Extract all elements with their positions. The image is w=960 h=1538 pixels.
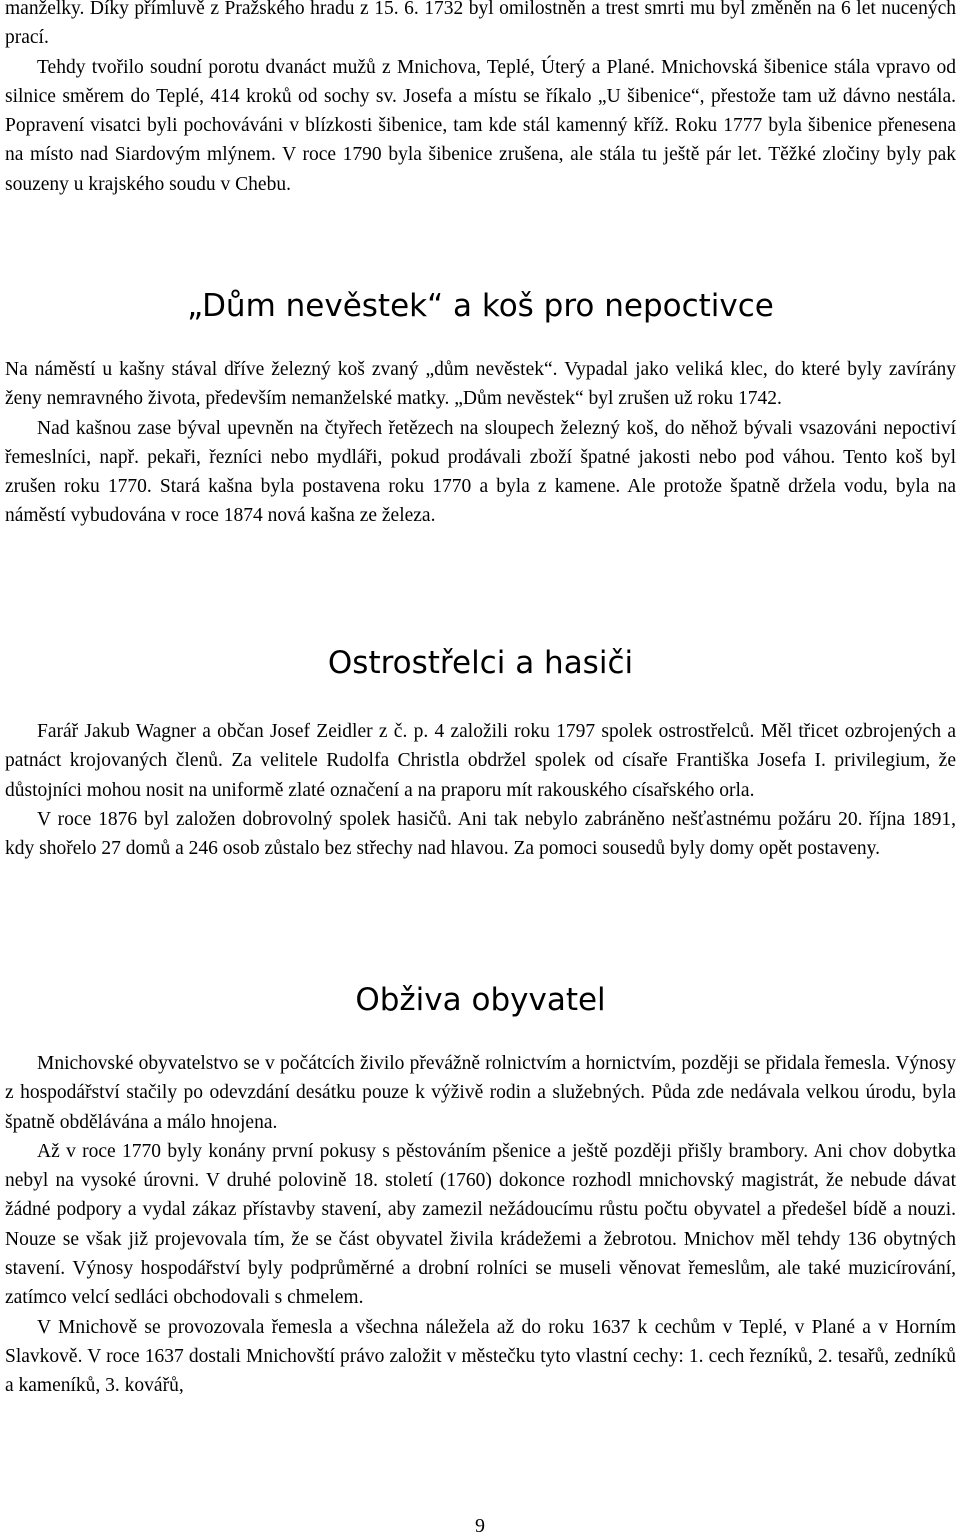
section-body — [5, 1049, 956, 1401]
intro-text — [5, 0, 956, 199]
section-body — [5, 355, 956, 531]
section-body — [5, 717, 956, 863]
paragraph: V roce 1876 byl založen dobrovolný spolek hasičů. Ani tak nebylo zabráněno nešťastnému požáru 20. října 1891, kdy shořelo 27 domů a 246 osob zůstalo bez střechy nad hlavou. Za pomoci sousedů byly domy opět postaveny. — [5, 808, 956, 860]
paragraph: Tehdy tvořilo soudní porotu dvanáct mužů z Mnichova, Teplé, Úterý a Plané. Mnichovská šibenice stála vpravo od silnice směrem do Teplé, 414 kroků od sochy sv. Josefa a místu se říkalo „U šibenice“, přestože tam už dávno nestála. Popravení visatci byli pochováváni v blízkosti šibenice, tam kde stál kamenný kříž. Roku 1777 byla šibenice přenesena na místo nad Siardovým mlýnem. V roce 1790 byla šibenice zrušena, ale stála tu ještě pár let. Těžké zločiny byly pak souzeny u krajského soudu v Chebu. — [5, 56, 956, 195]
paragraph: Farář Jakub Wagner a občan Josef Zeidler z č. p. 4 založili roku 1797 spolek ostrostřelců. Měl třicet ozbrojených a patnáct krojovaných členů. Za velitele Rudolfa Christla obdržel spolek od císaře Františka Josefa I. privilegium, že důstojníci mohou nosit na uniformě zlaté označení a na praporu mít rakouského císařského orla. — [5, 721, 956, 801]
paragraph: Na náměstí u kašny stával dříve železný koš zvaný „dům nevěstek“. Vypadal jako veliká klec, do které byly zavírány ženy nemravného života, především nemanželské matky. „Dům nevěstek“ byl zrušen už roku 1742. — [5, 359, 956, 410]
section-heading: „Dům nevěstek“ a koš pro nepoctivce — [187, 288, 774, 324]
paragraph: Mnichovské obyvatelstvo se v počátcích živilo převážně rolnictvím a hornictvím, později se přidala řemesla. Výnosy z hospodářství stačily po odevzdání desátku pouze k výživě rodin a služebných. Půda zde nedávala velkou úrodu, byla špatně obdělávána a málo hnojena. — [5, 1053, 956, 1133]
paragraph: manželky. Díky přímluvě z Pražského hradu z 15. 6. 1732 byl omilostněn a trest smrti mu byl změněn na 6 let nucených prací. — [5, 0, 956, 49]
paragraph: Až v roce 1770 byly konány první pokusy s pěstováním pšenice a ještě později přišly brambory. Ani chov dobytka nebyl na vysoké úrovni. V druhé polovině 18. století (1760) dokonce rozhodl mnichovský magistrát, že nebude dávat žádné podpory a vydal zákaz přístavby stavení, aby zamezil nežádoucímu růstu počtu obyvatel a předešel bídě a nouzi. Nouze se však již projevovala tím, že se část obyvatel živila krádežemi a žebrotou. Mnichov měl tehdy 136 obytných stavení. Výnosy hospodářství byly podprůměrné a drobní rolníci se museli věnovat řemeslům, ale také muzicírování, zatímco velcí sedláci obchodovali s chmelem. — [5, 1140, 956, 1309]
paragraph: V Mnichově se provozovala řemesla a všechna náležela až do roku 1637 k cechům v Teplé, v Plané a v Horním Slavkově. V roce 1637 dostali Mnichovští právo založit v městečku tyto vlastní cechy: 1. cech řezníků, 2. tesařů, zedníků a kameníků, 3. kovářů, — [5, 1316, 956, 1397]
section-heading: Obživa obyvatel — [355, 982, 606, 1018]
page-number: 9 — [475, 1515, 485, 1537]
paragraph: Nad kašnou zase býval upevněn na čtyřech řetězech na sloupech železný koš, do něhož bývali vsazováni nepoctiví řemeslníci, např. pekaři, řezníci nebo mydláři, pokud prodávali zboží špatné jakosti nebo pod váhou. Tento koš byl zrušen roku 1770. Stará kašna byla postavena roku 1770 a byla z kamene. Ale protože špatně držela vodu, byla na náměstí vybudována v roce 1874 nová kašna ze železa. — [5, 417, 956, 527]
section-heading: Ostrostřelci a hasiči — [327, 645, 634, 681]
